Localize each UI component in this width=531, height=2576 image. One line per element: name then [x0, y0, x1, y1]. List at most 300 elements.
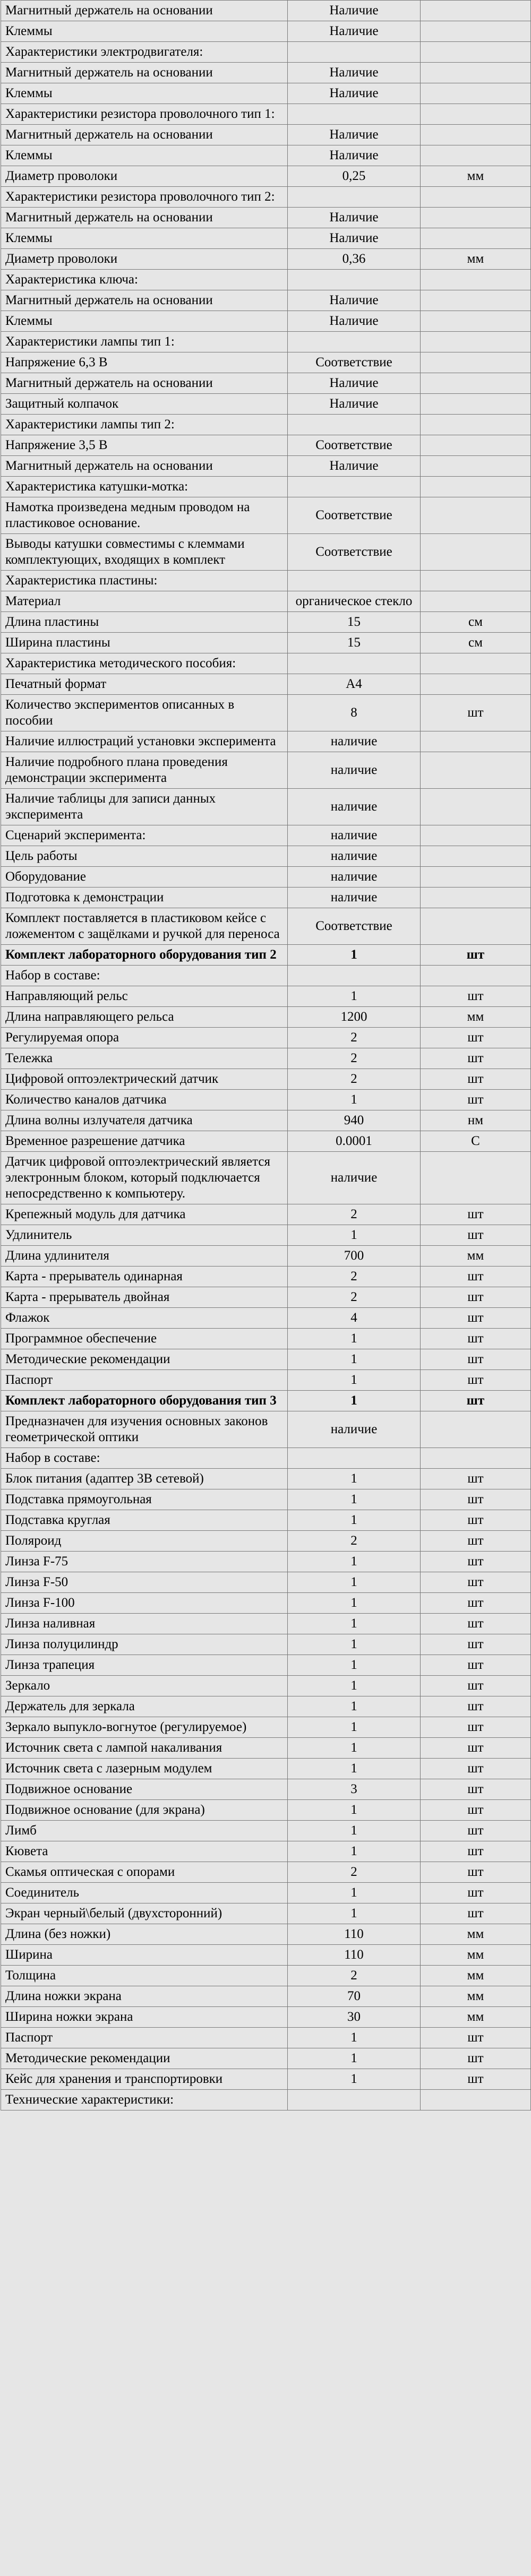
- param-unit-cell: [421, 966, 531, 986]
- table-row: [1, 187, 531, 208]
- param-name-cell: Технические характеристики:: [1, 2090, 288, 2110]
- param-value-cell: 700: [288, 1246, 421, 1267]
- table-row: [1, 394, 531, 415]
- param-value-cell: Наличие: [288, 83, 421, 104]
- param-unit-cell: [421, 63, 531, 83]
- param-value-cell: 940: [288, 1110, 421, 1131]
- table-row: [1, 1593, 531, 1614]
- table-row: [1, 1510, 531, 1531]
- table-row: [1, 1531, 531, 1552]
- param-unit-cell: [421, 145, 531, 166]
- param-unit-cell: [421, 2090, 531, 2110]
- param-name-cell: Длина пластины: [1, 612, 288, 633]
- param-value-cell: 2: [288, 1531, 421, 1552]
- table-row: [1, 1469, 531, 1489]
- param-name-cell: Линза трапеция: [1, 1655, 288, 1676]
- table-row: [1, 1349, 531, 1370]
- param-name-cell: Подвижное основание: [1, 1779, 288, 1800]
- table-row: [1, 908, 531, 945]
- param-value-cell: [288, 187, 421, 208]
- param-name-cell: Регулируемая опора: [1, 1028, 288, 1048]
- param-unit-cell: [421, 846, 531, 867]
- table-row: [1, 534, 531, 571]
- table-row: [1, 352, 531, 373]
- table-row: [1, 83, 531, 104]
- param-name-cell: Зеркало: [1, 1676, 288, 1696]
- table-row: [1, 1069, 531, 1090]
- table-row: [1, 1448, 531, 1469]
- param-unit-cell: шт: [421, 1759, 531, 1779]
- table-row: [1, 1048, 531, 1069]
- param-name-cell: Клеммы: [1, 83, 288, 104]
- table-row: [1, 1411, 531, 1448]
- param-unit-cell: [421, 394, 531, 415]
- table-row: [1, 1308, 531, 1329]
- param-unit-cell: шт: [421, 1614, 531, 1634]
- param-unit-cell: шт: [421, 1821, 531, 1841]
- param-value-cell: 1: [288, 1841, 421, 1862]
- param-value-cell: наличие: [288, 1152, 421, 1204]
- param-name-cell: Паспорт: [1, 2028, 288, 2048]
- table-row: [1, 1841, 531, 1862]
- param-name-cell: Набор в составе:: [1, 966, 288, 986]
- param-name-cell: Выводы катушки совместимы с клеммами комплектующих, входящих в комплект: [1, 534, 288, 571]
- param-value-cell: 2: [288, 1028, 421, 1048]
- param-name-cell: Паспорт: [1, 1370, 288, 1391]
- param-value-cell: 0.0001: [288, 1131, 421, 1152]
- param-name-cell: Клеммы: [1, 21, 288, 42]
- param-value-cell: Соответствие: [288, 352, 421, 373]
- param-name-cell: Линза F-100: [1, 1593, 288, 1614]
- table-row: [1, 1329, 531, 1349]
- param-value-cell: Наличие: [288, 228, 421, 249]
- param-unit-cell: [421, 290, 531, 311]
- param-name-cell: Длина волны излучателя датчика: [1, 1110, 288, 1131]
- table-row: [1, 1717, 531, 1738]
- param-name-cell: Наличие подробного плана проведения демонстрации эксперимента: [1, 752, 288, 789]
- param-unit-cell: [421, 888, 531, 908]
- param-value-cell: 1: [288, 1225, 421, 1246]
- param-name-cell: Характеристика катушки-мотка:: [1, 477, 288, 497]
- table-row: [1, 1131, 531, 1152]
- param-value-cell: 1: [288, 1883, 421, 1903]
- param-name-cell: Характеристика пластины:: [1, 571, 288, 591]
- param-value-cell: [288, 42, 421, 63]
- param-name-cell: Магнитный держатель на основании: [1, 63, 288, 83]
- param-unit-cell: [421, 674, 531, 695]
- param-unit-cell: шт: [421, 1738, 531, 1759]
- param-name-cell: Флажок: [1, 1308, 288, 1329]
- param-unit-cell: шт: [421, 1391, 531, 1411]
- table-row: [1, 966, 531, 986]
- param-unit-cell: [421, 228, 531, 249]
- param-name-cell: Оборудование: [1, 867, 288, 888]
- param-value-cell: 110: [288, 1924, 421, 1945]
- table-row: [1, 1655, 531, 1676]
- param-unit-cell: шт: [421, 1531, 531, 1552]
- param-value-cell: Наличие: [288, 208, 421, 228]
- table-row: [1, 1759, 531, 1779]
- param-name-cell: Наличие иллюстраций установки эксперимента: [1, 731, 288, 752]
- param-unit-cell: [421, 373, 531, 394]
- table-row: [1, 846, 531, 867]
- param-unit-cell: [421, 731, 531, 752]
- param-unit-cell: шт: [421, 1883, 531, 1903]
- param-unit-cell: [421, 653, 531, 674]
- param-value-cell: Соответствие: [288, 534, 421, 571]
- table-row: [1, 1862, 531, 1883]
- table-row: [1, 674, 531, 695]
- param-unit-cell: шт: [421, 1572, 531, 1593]
- table-row: [1, 42, 531, 63]
- param-name-cell: Линза F-50: [1, 1572, 288, 1593]
- table-row: [1, 1945, 531, 1966]
- table-row: [1, 477, 531, 497]
- table-row: [1, 1779, 531, 1800]
- param-name-cell: Источник света с лазерным модулем: [1, 1759, 288, 1779]
- param-unit-cell: шт: [421, 2048, 531, 2069]
- table-row: [1, 1267, 531, 1287]
- param-value-cell: 1: [288, 1903, 421, 1924]
- table-row: [1, 1696, 531, 1717]
- param-name-cell: Временное разрешение датчика: [1, 1131, 288, 1152]
- table-row: [1, 166, 531, 187]
- param-value-cell: 0,36: [288, 249, 421, 270]
- param-name-cell: Характеристики лампы тип 1:: [1, 332, 288, 352]
- param-value-cell: наличие: [288, 789, 421, 825]
- param-value-cell: 1: [288, 1489, 421, 1510]
- param-name-cell: Предназначен для изучения основных законов геометрической оптики: [1, 1411, 288, 1448]
- param-value-cell: 30: [288, 2007, 421, 2028]
- param-value-cell: 1: [288, 2028, 421, 2048]
- param-name-cell: Программное обеспечение: [1, 1329, 288, 1349]
- param-value-cell: 1: [288, 1696, 421, 1717]
- param-name-cell: Магнитный держатель на основании: [1, 1, 288, 21]
- param-value-cell: Наличие: [288, 125, 421, 145]
- param-unit-cell: мм: [421, 1986, 531, 2007]
- table-row: [1, 752, 531, 789]
- param-unit-cell: нм: [421, 1110, 531, 1131]
- param-name-cell: Экран черный\белый (двухсторонний): [1, 1903, 288, 1924]
- param-unit-cell: шт: [421, 1717, 531, 1738]
- table-row: [1, 1090, 531, 1110]
- param-name-cell: Диаметр проволоки: [1, 249, 288, 270]
- param-name-cell: Клеммы: [1, 311, 288, 332]
- param-name-cell: Материал: [1, 591, 288, 612]
- table-row: [1, 695, 531, 731]
- param-value-cell: [288, 1448, 421, 1469]
- param-value-cell: 1: [288, 1469, 421, 1489]
- param-name-cell: Длина направляющего рельса: [1, 1007, 288, 1028]
- param-unit-cell: шт: [421, 1510, 531, 1531]
- param-value-cell: [288, 653, 421, 674]
- param-name-cell: Ширина пластины: [1, 633, 288, 653]
- table-row: [1, 1287, 531, 1308]
- param-name-cell: Методические рекомендации: [1, 1349, 288, 1370]
- param-name-cell: Количество каналов датчика: [1, 1090, 288, 1110]
- param-unit-cell: [421, 477, 531, 497]
- param-value-cell: 2: [288, 1287, 421, 1308]
- table-row: [1, 1821, 531, 1841]
- param-value-cell: 1: [288, 1391, 421, 1411]
- param-unit-cell: [421, 352, 531, 373]
- param-name-cell: Комплект поставляется в пластиковом кейсе с ложементом с защёлками и ручкой для переноса: [1, 908, 288, 945]
- param-name-cell: Напряжение 3,5 В: [1, 435, 288, 456]
- param-value-cell: [288, 2090, 421, 2110]
- param-name-cell: Комплект лабораторного оборудования тип 3: [1, 1391, 288, 1411]
- param-name-cell: Ширина: [1, 1945, 288, 1966]
- param-value-cell: 1: [288, 1655, 421, 1676]
- param-name-cell: Ширина ножки экрана: [1, 2007, 288, 2028]
- param-unit-cell: [421, 591, 531, 612]
- table-row: [1, 497, 531, 534]
- param-value-cell: Наличие: [288, 1, 421, 21]
- param-name-cell: Датчик цифровой оптоэлектрический является электронным блоком, который подключается непосредственно к компьютеру.: [1, 1152, 288, 1204]
- table-row: [1, 2028, 531, 2048]
- param-name-cell: Напряжение 6,3 В: [1, 352, 288, 373]
- param-unit-cell: [421, 456, 531, 477]
- param-name-cell: Подставка круглая: [1, 1510, 288, 1531]
- table-row: [1, 1204, 531, 1225]
- param-name-cell: Характеристики резистора проволочного тип 2:: [1, 187, 288, 208]
- param-unit-cell: [421, 208, 531, 228]
- param-unit-cell: [421, 571, 531, 591]
- param-value-cell: 1: [288, 1759, 421, 1779]
- param-name-cell: Магнитный держатель на основании: [1, 456, 288, 477]
- param-unit-cell: шт: [421, 1308, 531, 1329]
- param-name-cell: Соединитель: [1, 1883, 288, 1903]
- param-unit-cell: шт: [421, 1090, 531, 1110]
- table-row: [1, 571, 531, 591]
- param-unit-cell: мм: [421, 1924, 531, 1945]
- table-row: [1, 1028, 531, 1048]
- param-name-cell: Количество экспериментов описанных в пособии: [1, 695, 288, 731]
- param-value-cell: 2: [288, 1069, 421, 1090]
- param-value-cell: 4: [288, 1308, 421, 1329]
- param-name-cell: Кювета: [1, 1841, 288, 1862]
- param-unit-cell: шт: [421, 1349, 531, 1370]
- table-row: [1, 1246, 531, 1267]
- param-value-cell: 1: [288, 1634, 421, 1655]
- param-value-cell: 2: [288, 1048, 421, 1069]
- param-value-cell: 1: [288, 1349, 421, 1370]
- param-value-cell: [288, 270, 421, 290]
- param-unit-cell: [421, 104, 531, 125]
- param-unit-cell: [421, 83, 531, 104]
- table-row: [1, 1225, 531, 1246]
- table-row: [1, 373, 531, 394]
- table-row: [1, 228, 531, 249]
- param-unit-cell: мм: [421, 249, 531, 270]
- table-row: [1, 633, 531, 653]
- table-row: [1, 1986, 531, 2007]
- param-value-cell: [288, 966, 421, 986]
- param-unit-cell: шт: [421, 1655, 531, 1676]
- table-row: [1, 2090, 531, 2110]
- param-unit-cell: мм: [421, 166, 531, 187]
- param-name-cell: Подставка прямоугольная: [1, 1489, 288, 1510]
- table-row: [1, 1924, 531, 1945]
- param-value-cell: 2: [288, 1204, 421, 1225]
- param-name-cell: Длина ножки экрана: [1, 1986, 288, 2007]
- param-name-cell: Поляроид: [1, 1531, 288, 1552]
- param-value-cell: Наличие: [288, 394, 421, 415]
- table-row: [1, 1007, 531, 1028]
- table-row: [1, 789, 531, 825]
- param-name-cell: Цель работы: [1, 846, 288, 867]
- table-row: [1, 435, 531, 456]
- table-row: [1, 125, 531, 145]
- param-name-cell: Диаметр проволоки: [1, 166, 288, 187]
- param-value-cell: 1: [288, 1821, 421, 1841]
- param-name-cell: Скамья оптическая с опорами: [1, 1862, 288, 1883]
- param-name-cell: Толщина: [1, 1966, 288, 1986]
- param-value-cell: 2: [288, 1267, 421, 1287]
- param-name-cell: Цифровой оптоэлектрический датчик: [1, 1069, 288, 1090]
- param-name-cell: Печатный формат: [1, 674, 288, 695]
- table-row: [1, 867, 531, 888]
- param-value-cell: 1: [288, 1572, 421, 1593]
- param-unit-cell: шт: [421, 945, 531, 966]
- param-name-cell: Магнитный держатель на основании: [1, 373, 288, 394]
- param-value-cell: наличие: [288, 825, 421, 846]
- table-row: [1, 1903, 531, 1924]
- param-unit-cell: шт: [421, 1593, 531, 1614]
- table-row: [1, 1370, 531, 1391]
- param-name-cell: Карта - прерыватель одинарная: [1, 1267, 288, 1287]
- param-unit-cell: шт: [421, 1204, 531, 1225]
- param-unit-cell: шт: [421, 1329, 531, 1349]
- param-name-cell: Наличие таблицы для записи данных эксперимента: [1, 789, 288, 825]
- table-row: [1, 2048, 531, 2069]
- param-value-cell: [288, 571, 421, 591]
- param-unit-cell: [421, 21, 531, 42]
- param-unit-cell: мм: [421, 1007, 531, 1028]
- table-row: [1, 1152, 531, 1204]
- param-unit-cell: [421, 1448, 531, 1469]
- table-row: [1, 612, 531, 633]
- param-name-cell: Характеристика методического пособия:: [1, 653, 288, 674]
- param-value-cell: [288, 477, 421, 497]
- param-unit-cell: мм: [421, 1246, 531, 1267]
- param-unit-cell: [421, 867, 531, 888]
- table-row: [1, 1614, 531, 1634]
- param-value-cell: 1: [288, 1593, 421, 1614]
- param-value-cell: 1: [288, 2048, 421, 2069]
- param-name-cell: Крепежный модуль для датчика: [1, 1204, 288, 1225]
- param-name-cell: Намотка произведена медным проводом на пластиковое основание.: [1, 497, 288, 534]
- param-value-cell: Наличие: [288, 373, 421, 394]
- param-value-cell: 1: [288, 2069, 421, 2090]
- param-value-cell: Наличие: [288, 145, 421, 166]
- table-row: [1, 63, 531, 83]
- table-row: [1, 1552, 531, 1572]
- table-row: [1, 332, 531, 352]
- param-name-cell: Кейс для хранения и транспортировки: [1, 2069, 288, 2090]
- param-value-cell: органическое стекло: [288, 591, 421, 612]
- table-row: [1, 731, 531, 752]
- param-unit-cell: [421, 497, 531, 534]
- table-row: [1, 104, 531, 125]
- param-unit-cell: мм: [421, 1966, 531, 1986]
- param-unit-cell: шт: [421, 1287, 531, 1308]
- param-unit-cell: [421, 415, 531, 435]
- param-value-cell: Наличие: [288, 290, 421, 311]
- param-value-cell: Наличие: [288, 311, 421, 332]
- table-row: [1, 208, 531, 228]
- param-name-cell: Характеристики лампы тип 2:: [1, 415, 288, 435]
- param-unit-cell: шт: [421, 1841, 531, 1862]
- table-row: [1, 21, 531, 42]
- param-name-cell: Направляющий рельс: [1, 986, 288, 1007]
- param-value-cell: 1: [288, 1552, 421, 1572]
- param-unit-cell: мм: [421, 2007, 531, 2028]
- specification-table-body: [1, 1, 531, 2110]
- param-unit-cell: мм: [421, 1945, 531, 1966]
- param-name-cell: Длина удлинителя: [1, 1246, 288, 1267]
- param-unit-cell: [421, 270, 531, 290]
- param-unit-cell: шт: [421, 1552, 531, 1572]
- param-name-cell: Держатель для зеркала: [1, 1696, 288, 1717]
- param-name-cell: Блок питания (адаптер 3В сетевой): [1, 1469, 288, 1489]
- table-row-section: [1, 945, 531, 966]
- param-unit-cell: [421, 187, 531, 208]
- param-value-cell: 1: [288, 986, 421, 1007]
- table-row: [1, 1, 531, 21]
- table-row: [1, 456, 531, 477]
- param-value-cell: 1: [288, 1370, 421, 1391]
- param-unit-cell: С: [421, 1131, 531, 1152]
- param-name-cell: Карта - прерыватель двойная: [1, 1287, 288, 1308]
- param-value-cell: 1: [288, 1717, 421, 1738]
- table-row: [1, 1634, 531, 1655]
- param-unit-cell: [421, 42, 531, 63]
- param-unit-cell: шт: [421, 1225, 531, 1246]
- table-row: [1, 249, 531, 270]
- param-value-cell: Соответствие: [288, 435, 421, 456]
- param-value-cell: 70: [288, 1986, 421, 2007]
- param-name-cell: Подвижное основание (для экрана): [1, 1800, 288, 1821]
- table-row: [1, 1883, 531, 1903]
- table-row: [1, 1110, 531, 1131]
- param-name-cell: Защитный колпачок: [1, 394, 288, 415]
- param-value-cell: Наличие: [288, 21, 421, 42]
- param-unit-cell: [421, 125, 531, 145]
- table-row: [1, 1800, 531, 1821]
- param-unit-cell: [421, 1152, 531, 1204]
- param-value-cell: [288, 104, 421, 125]
- table-row: [1, 1966, 531, 1986]
- param-value-cell: наличие: [288, 731, 421, 752]
- param-unit-cell: [421, 789, 531, 825]
- table-row: [1, 825, 531, 846]
- param-unit-cell: шт: [421, 1634, 531, 1655]
- param-value-cell: Соответствие: [288, 497, 421, 534]
- param-name-cell: Линза F-75: [1, 1552, 288, 1572]
- param-value-cell: 2: [288, 1966, 421, 1986]
- param-unit-cell: [421, 825, 531, 846]
- param-value-cell: Наличие: [288, 456, 421, 477]
- param-unit-cell: шт: [421, 1696, 531, 1717]
- param-value-cell: 1: [288, 945, 421, 966]
- param-unit-cell: см: [421, 612, 531, 633]
- table-row: [1, 653, 531, 674]
- param-value-cell: Наличие: [288, 63, 421, 83]
- param-unit-cell: [421, 311, 531, 332]
- table-row: [1, 888, 531, 908]
- specification-table: [1, 0, 531, 2110]
- param-value-cell: 15: [288, 633, 421, 653]
